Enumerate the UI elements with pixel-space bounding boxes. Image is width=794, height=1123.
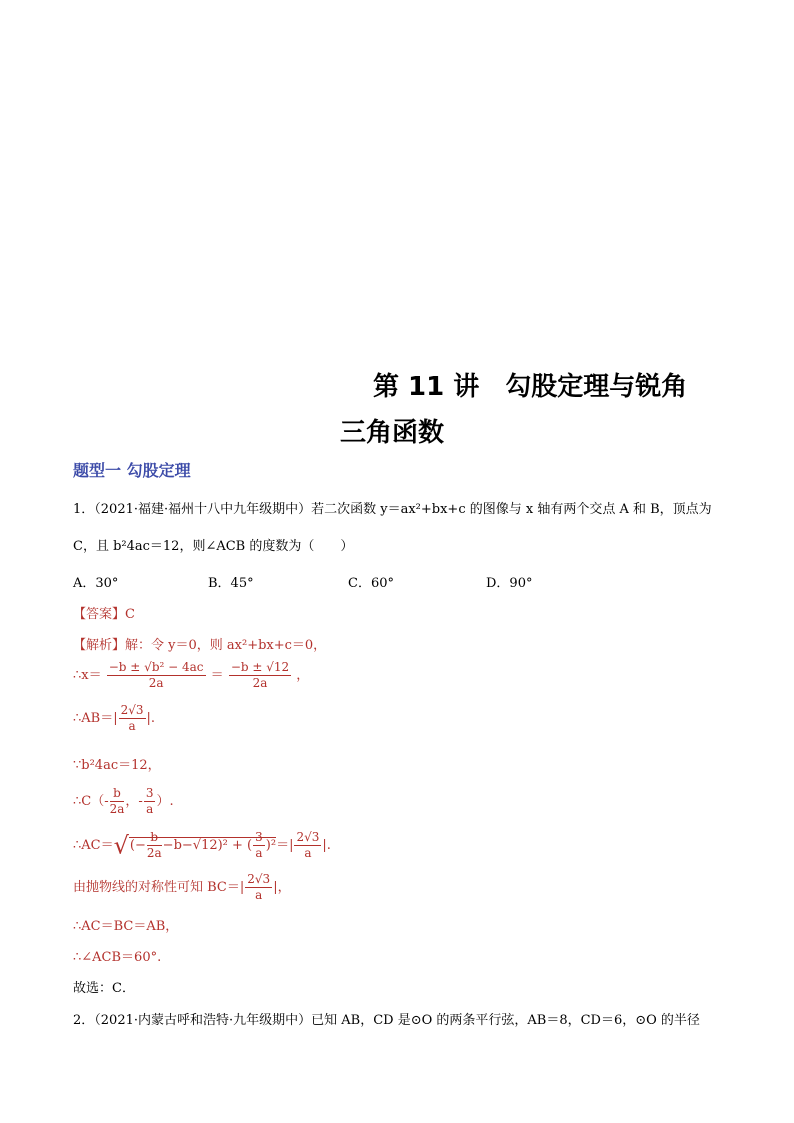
fraction-ab <box>119 703 146 734</box>
fraction-denominator: 2a <box>148 676 164 690</box>
fraction-root-12 <box>229 660 291 691</box>
fraction-root-formula <box>107 660 206 691</box>
c-prefix: ∴C（- <box>73 794 109 809</box>
fraction-numerator: 3 <box>145 786 154 800</box>
q1-analysis-line7 <box>73 872 291 903</box>
ab-suffix: |. <box>146 711 156 726</box>
q1-answer <box>73 603 135 622</box>
fraction-denominator: a <box>255 888 263 902</box>
sqrt-part: (− <box>129 838 146 853</box>
fraction-ac <box>294 830 321 861</box>
fraction-b-2a <box>147 830 162 861</box>
analysis-tag: 【解析】 <box>73 638 126 653</box>
fraction-denominator: 2a <box>252 676 268 690</box>
fraction-denominator: a <box>146 802 154 816</box>
answer-value: C <box>125 607 135 622</box>
ab-prefix: ∴AB＝| <box>73 711 118 726</box>
sqrt-body <box>129 830 277 860</box>
q1-analysis-line1 <box>73 634 326 653</box>
sqrt-sign: √ <box>113 831 129 860</box>
q2-stem-line1: 2．（2021·内蒙古呼和浩特·九年级期中）已知 AB，CD 是⊙O 的两条平行弦，AB＝8，CD＝6，⊙O 的半径 <box>73 1013 700 1028</box>
fraction-denominator: a <box>128 719 136 733</box>
analysis-text: 解：令 y＝0，则 ax²+bx+c＝0， <box>125 638 327 653</box>
q1-analysis-line9: ∴∠ACB＝60°. <box>73 950 162 965</box>
answer-tag: 【答案】 <box>73 607 126 622</box>
q1-option-b: B．45° <box>208 576 254 591</box>
c-suffix: ）. <box>156 794 174 809</box>
q1-analysis-line3 <box>73 703 155 734</box>
q1-stem-line1: 1．（2021·福建·福州十八中九年级期中）若二次函数 y＝ax²+bx+c 的图像与 x 轴有两个交点 A 和 B，顶点为 <box>73 502 712 517</box>
fraction-numerator: 2√3 <box>247 872 271 886</box>
fraction-denominator: 2a <box>146 846 162 860</box>
sqrt-part: −b−√12)² + ( <box>162 838 253 853</box>
q1-analysis-line6 <box>73 830 331 861</box>
q1-analysis-line8: ∴AC＝BC＝AB， <box>73 919 179 934</box>
fraction-numerator: b <box>147 830 162 846</box>
fraction-bc <box>245 872 272 903</box>
q1-analysis-line5 <box>73 786 174 817</box>
q1-option-d: D．90° <box>486 576 533 591</box>
fraction-numerator: −b ± √b² − 4ac <box>108 660 204 674</box>
fraction-3-a <box>253 830 265 861</box>
bc-suffix: |， <box>273 880 291 895</box>
lecture-title-line1: 第 11 讲 勾股定理与锐角 <box>373 372 688 402</box>
fraction-cx <box>110 786 125 817</box>
fraction-numerator: 3 <box>255 830 263 844</box>
sqrt-part: )² <box>265 838 277 853</box>
fraction-denominator: a <box>255 846 263 860</box>
fraction-denominator: 2a <box>109 802 125 816</box>
q1-option-c: C．60° <box>348 576 394 591</box>
ac-equals: ＝| <box>276 838 294 853</box>
q1-analysis-line4: ∵b²4ac＝12， <box>73 758 161 773</box>
formula-suffix: ， <box>296 668 310 683</box>
ac-prefix: ∴AC＝ <box>73 838 114 853</box>
fraction-denominator: a <box>304 846 312 860</box>
q1-analysis-conclusion: 故选：C． <box>73 981 135 996</box>
fraction-numerator: 2√3 <box>120 703 144 717</box>
q1-analysis-line2 <box>73 660 309 691</box>
q1-option-a: A．30° <box>73 576 119 591</box>
q1-stem-line2: C，且 b²4ac＝12，则∠ACB 的度数为（ ） <box>73 539 354 554</box>
lecture-title-line2: 三角函数 <box>340 418 445 448</box>
fraction-numerator: −b ± √12 <box>230 660 290 674</box>
formula-prefix: ∴x＝ <box>73 668 102 683</box>
fraction-numerator: 2√3 <box>296 830 320 844</box>
c-separator: ，- <box>125 794 143 809</box>
bc-prefix: 由抛物线的对称性可知 BC＝| <box>73 880 245 895</box>
section-heading: 题型一 勾股定理 <box>73 461 191 480</box>
equals-sign: ＝ <box>210 668 224 683</box>
fraction-numerator: b <box>110 786 125 802</box>
ac-suffix: |. <box>322 838 331 853</box>
fraction-cy <box>144 786 156 817</box>
